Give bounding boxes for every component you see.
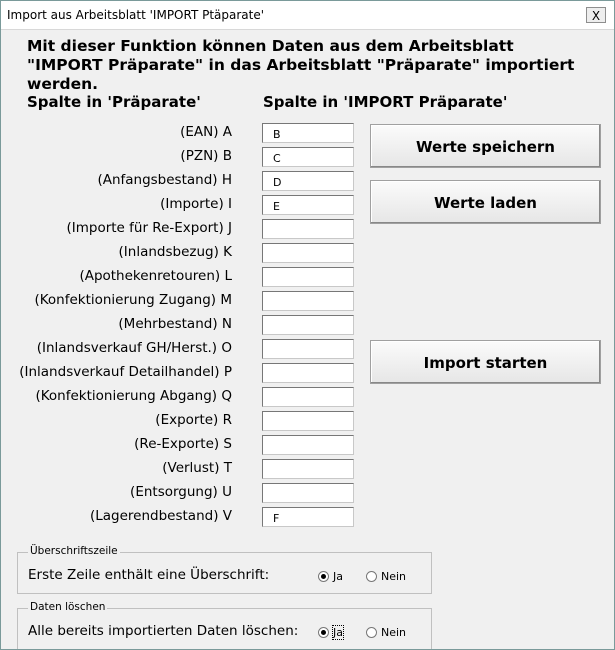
column-input[interactable] [262,315,354,335]
row-label: (Verlust) T [162,460,232,476]
row-label: (Importe für Re-Export) J [66,220,232,236]
row-label: (Apothekenretouren) L [79,268,232,284]
column-input[interactable] [262,387,354,407]
column-input[interactable]: F [262,507,354,527]
start-import-button[interactable]: Import starten [370,340,601,384]
column-input[interactable] [262,483,354,503]
row-label: (Entsorgung) U [130,484,232,500]
row-label: (Inlandsverkauf Detailhandel) P [19,364,232,380]
intro-text: Mit dieser Funktion können Daten aus dem Arbeitsblatt "IMPORT Präparate" in das Arbeitsblatt "Präparate" importiert werden. [27,37,575,93]
row-label: (Exporte) R [155,412,232,428]
delete-data-yes-label: Ja [333,626,343,639]
column-input[interactable]: E [262,195,354,215]
column-header-praeparate: Spalte in 'Präparate' [27,93,201,111]
header-row-no-label: Nein [381,570,407,583]
row-label: (Importe) I [160,196,232,212]
radio-unchecked-icon[interactable] [366,571,377,582]
window-title: Import aus Arbeitsblatt 'IMPORT Ptäparate' [7,8,265,22]
row-label: (Konfektionierung Zugang) M [34,292,232,308]
header-row-no-option[interactable] [366,570,406,583]
delete-data-frame-title: Daten löschen [30,601,106,613]
column-input[interactable] [262,459,354,479]
column-input[interactable] [262,243,354,263]
column-input[interactable] [262,363,354,383]
column-input[interactable] [262,411,354,431]
row-label: (Konfektionierung Abgang) Q [35,388,232,404]
row-label: (Mehrbestand) N [118,316,232,332]
header-row-label: Erste Zeile enthält eine Überschrift: [28,567,270,583]
title-bar[interactable] [1,1,614,30]
radio-checked-icon[interactable] [318,627,329,638]
row-label: (Inlandsverkauf GH/Herst.) O [36,340,232,356]
header-row-yes-option[interactable] [318,570,343,583]
delete-data-no-option[interactable] [366,626,406,639]
header-row-yes-label: Ja [333,570,343,583]
row-label: (PZN) B [180,148,232,164]
column-input[interactable]: C [262,147,354,167]
column-input[interactable] [262,267,354,287]
column-input[interactable]: B [262,123,354,143]
column-input[interactable] [262,435,354,455]
row-label: (Inlandsbezug) K [118,244,232,260]
radio-checked-icon[interactable] [318,571,329,582]
delete-data-label: Alle bereits importierten Daten löschen: [28,623,299,639]
save-values-button[interactable]: Werte speichern [370,124,601,168]
row-label: (Re-Exporte) S [134,436,232,452]
delete-data-no-label: Nein [381,626,407,639]
load-values-button[interactable]: Werte laden [370,180,601,224]
row-label: (EAN) A [180,124,232,140]
column-input[interactable] [262,339,354,359]
column-header-import: Spalte in 'IMPORT Präparate' [263,93,508,111]
header-row-frame [17,545,432,594]
column-input[interactable]: D [262,171,354,191]
close-button[interactable]: X [586,7,606,23]
header-row-frame-title: Überschriftszeile [30,545,118,557]
row-label: (Anfangsbestand) H [97,172,232,188]
row-label: (Lagerendbestand) V [89,508,232,524]
column-input[interactable] [262,291,354,311]
delete-data-frame [17,601,432,650]
delete-data-yes-option[interactable] [318,626,343,639]
column-input[interactable] [262,219,354,239]
radio-unchecked-icon[interactable] [366,627,377,638]
